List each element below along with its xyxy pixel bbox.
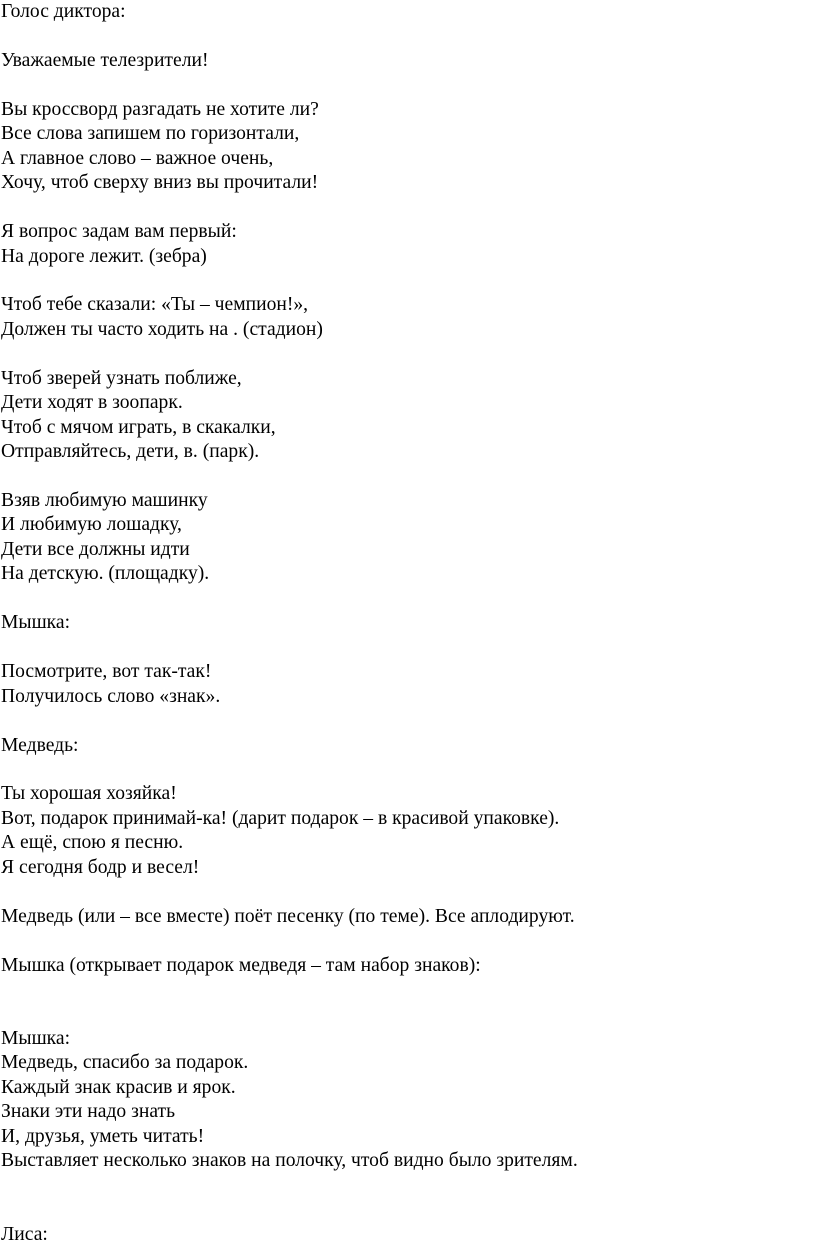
text-line: Каждый знак красив и ярок. bbox=[1, 1076, 236, 1098]
text-line: Мышка: bbox=[1, 1027, 71, 1049]
text-line: На детскую. (площадку). bbox=[1, 563, 210, 585]
text-line: Лиса: bbox=[1, 1223, 48, 1245]
text-line: Дети ходят в зоопарк. bbox=[1, 392, 183, 414]
text-line: Дети все должны идти bbox=[1, 538, 190, 560]
text-line: Выставляет несколько знаков на полочку, чтоб видно было зрителям. bbox=[1, 1150, 578, 1172]
text-line: И, друзья, уметь читать! bbox=[1, 1125, 205, 1147]
text-line: Мышка: bbox=[1, 612, 71, 634]
text-line: Я вопрос задам вам первый: bbox=[1, 221, 237, 243]
text-line: Взяв любимую машинку bbox=[1, 490, 208, 511]
text-line: Посмотрите, вот так-так! bbox=[1, 661, 212, 683]
text-line: Знаки эти надо знать bbox=[1, 1101, 176, 1123]
text-line: Чтоб зверей узнать поближе, bbox=[1, 367, 242, 389]
text-line: А главное слово – важное очень, bbox=[1, 147, 274, 169]
text-line: Должен ты часто ходить на . (стадион) bbox=[1, 318, 323, 340]
text-line: Чтоб тебе сказали: «Ты – чемпион!», bbox=[1, 294, 309, 316]
text-line: Чтоб с мячом играть, в скакалки, bbox=[1, 416, 276, 438]
text-line: Голос диктора: bbox=[1, 1, 126, 22]
text-line: Отправляйтесь, дети, в. (парк). bbox=[1, 441, 260, 463]
text-line: Вот, подарок принимай-ка! (дарит подарок – в красивой упаковке). bbox=[1, 807, 560, 829]
text-line: Уважаемые телезрители! bbox=[1, 49, 209, 71]
text-line: А ещё, спою я песню. bbox=[1, 832, 184, 854]
text-line: Медведь: bbox=[1, 734, 79, 756]
text-line: Я сегодня бодр и весел! bbox=[1, 856, 200, 878]
text-line: Мышка (открывает подарок медведя – там набор знаков): bbox=[1, 954, 481, 976]
text-line: Получилось слово «знак». bbox=[1, 685, 221, 707]
text-line: Вы кроссворд разгадать не хотите ли? bbox=[1, 98, 319, 120]
text-line: И любимую лошадку, bbox=[1, 514, 182, 536]
text-line: Медведь, спасибо за подарок. bbox=[1, 1052, 249, 1074]
text-line: Медведь (или – все вместе) поёт песенку (по теме). Все аплодируют. bbox=[1, 905, 575, 927]
text-line: Все слова запишем по горизонтали, bbox=[1, 123, 300, 145]
text-line: Хочу, чтоб сверху вниз вы прочитали! bbox=[1, 172, 319, 194]
text-line: На дороге лежит. (зебра) bbox=[1, 245, 207, 267]
text-line: Ты хорошая хозяйка! bbox=[1, 783, 177, 805]
